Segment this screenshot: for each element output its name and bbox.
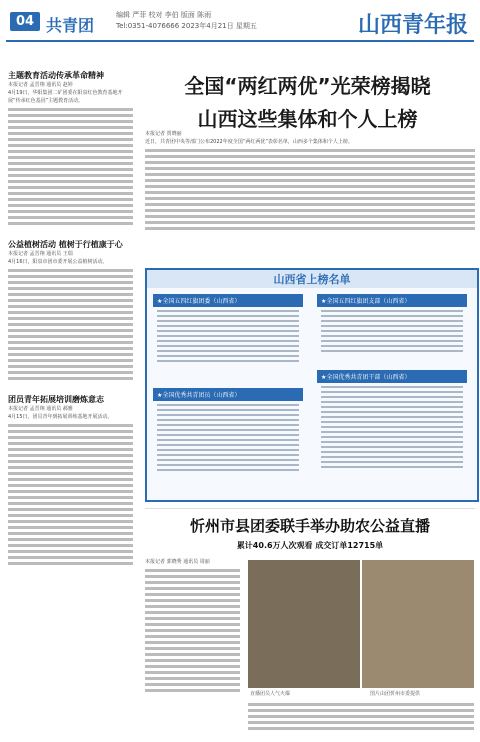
- article3-title: 团员青年拓展培训磨炼意志: [8, 395, 104, 404]
- photo-caption-2: 图片由团忻州市委提供: [370, 691, 421, 697]
- section-title: 共青团: [46, 16, 95, 35]
- photo-studio: [362, 560, 474, 688]
- page-number: 04: [10, 12, 40, 31]
- lead-text: 近日，共青团中央等部门公布2022年度全国“两红两优”表彰名单，山西多个集体和个人上榜。: [145, 139, 353, 145]
- article1-title: 主题教育活动传承革命精神: [8, 71, 104, 80]
- bottom-headline-block: [145, 515, 475, 551]
- article2-lead: 4月16日，阳泉市团市委开展公益植树活动。: [8, 259, 108, 265]
- header-meta-date: Tel:0351-4076666 2023年4月21日 星期五: [116, 22, 257, 30]
- left-column: [8, 70, 133, 568]
- panel-red-flag-branch: [317, 294, 467, 355]
- panel-outstanding-members: [153, 388, 303, 474]
- lead-headline-2: 山西这些集体和个人上榜: [197, 107, 418, 131]
- article3-byline: 本报记者 孟晋翔 通讯员 郝雅: [8, 406, 73, 412]
- panel-title: ★全国五四红旗团支部（山西省）: [317, 294, 467, 307]
- panel-red-flag-committee: [153, 294, 303, 365]
- article3-lead: 4月15日，团员青年到拓展训练基地开展活动。: [8, 414, 113, 420]
- divider: [145, 508, 475, 509]
- photo-caption-1: 直播团员人气火爆: [250, 691, 291, 697]
- bottom-text-col2: [248, 700, 474, 733]
- bottom-subhead: 累计40.6万人次观看 成交订单12715单: [236, 541, 384, 550]
- panel-title: ★全国优秀共青团员（山西省）: [153, 388, 303, 401]
- panel-title: ★全国优秀共青团干部（山西省）: [317, 370, 467, 383]
- lead-headline-1: 全国“两红两优”光荣榜揭晓: [184, 74, 431, 98]
- header-meta-editors: 编辑 严菲 校对 李伯 版面 陈雨: [116, 11, 212, 19]
- lead-body: [145, 130, 475, 233]
- page-header: [6, 6, 474, 40]
- panel-outstanding-cadres: [317, 370, 467, 471]
- header-rule: [6, 40, 474, 42]
- article2-byline: 本报记者 孟晋翔 通讯员 王瑞: [8, 251, 73, 257]
- article1-byline: 本报记者 孟晋翔 通讯员 赵婷: [8, 82, 73, 88]
- bottom-text-col1: [145, 558, 240, 695]
- photo-livestream: [248, 560, 360, 688]
- lead-byline: 本报记者 贾晓丽: [145, 131, 182, 137]
- bottom-headline: 忻州市县团委联手举办助农公益直播: [189, 517, 430, 535]
- article2-title: 公益植树活动 植树于行植康于心: [8, 240, 123, 249]
- honor-list-title: 山西省上榜名单: [147, 270, 477, 288]
- honor-list-box: [145, 268, 479, 502]
- bottom-byline: 本报记者 郭晓秀 通讯员 周丽: [145, 559, 210, 565]
- panel-title: ★全国五四红旗团委（山西省）: [153, 294, 303, 307]
- newspaper-logo: 山西青年报: [357, 12, 468, 38]
- lead-headline-block: [140, 70, 475, 132]
- article1-lead: 4月19日，华阳集团二矿团委在阳泉红色教育基地开展“传承红色基因”主题教育活动。: [8, 90, 123, 104]
